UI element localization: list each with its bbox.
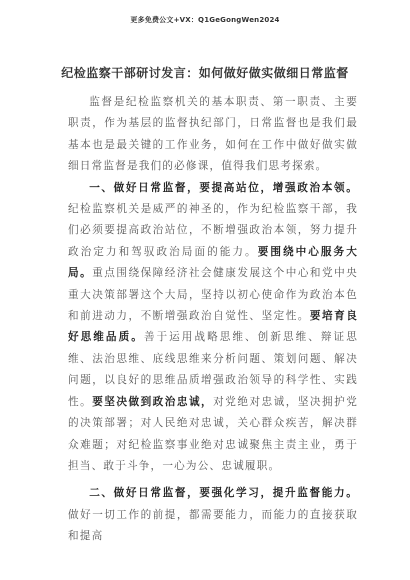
- paragraph-section-one: [68, 178, 358, 478]
- document-body: [68, 92, 358, 548]
- paragraph-text: 对党绝对忠诚，坚决拥护党的决策部署；对人民绝对忠诚，关心群众疾苦，解决群众难题；对纪检监察事业绝对忠诚聚焦主责主业，勇于担当、敢于斗争，一心为公、忠诚履职。: [68, 395, 358, 472]
- document-title: 纪检监察干部研讨发言：如何做好做实做细日常监督: [61, 66, 349, 80]
- paragraph-intro: [68, 92, 358, 178]
- paragraph-text: 监督是纪检监察机关的基本职责、第一职责、主要职责，作为基层的监督执纪部门，日常监督也是我们最基本也是最关键的工作业务，如何在工作中做好做实做细日常监督是我们的必修课，值得我们思考探索。: [68, 96, 358, 173]
- sub-point-heading: 要坚决做到政治忠诚，: [92, 395, 214, 408]
- section-heading: 二、做好日常监督，要强化学习，提升监督能力。: [89, 487, 358, 500]
- header-note: 更多免费公文+VX：Q1GeGongWen2024: [130, 16, 280, 24]
- sub-point-heading: 要培育良好思维品质。: [68, 310, 358, 344]
- section-heading: 一、做好日常监督，要提高站位，增强政治本领。: [89, 181, 358, 194]
- sub-point-heading: 要围绕中心服务大局。: [68, 245, 358, 280]
- paragraph-text: 做好一切工作的前提，都需要能力，而能力的直接获取和提高: [68, 508, 358, 543]
- paragraph-text: 纪检监察机关是威严的神圣的，作为纪检监察干部，我们必须要提高政治站位，不断增强政治本领，努力提升政治定力和驾驭政治局面的能力。: [68, 203, 358, 258]
- paragraph-text: 重点围绕保障经济社会健康发展这个中心和党中央重大决策部署这个大局，坚持以初心使命作为政治本色和前进动力，不断增强政治自觉性、坚定性。: [68, 267, 358, 323]
- paragraph-section-two: [68, 483, 358, 547]
- paragraph-text: 善于运用战略思维、创新思维、辩证思维、法治思维、底线思维来分析问题、策划问题、解决问题，以良好的思维品质增强政治领导的科学性、实践性。: [68, 331, 358, 408]
